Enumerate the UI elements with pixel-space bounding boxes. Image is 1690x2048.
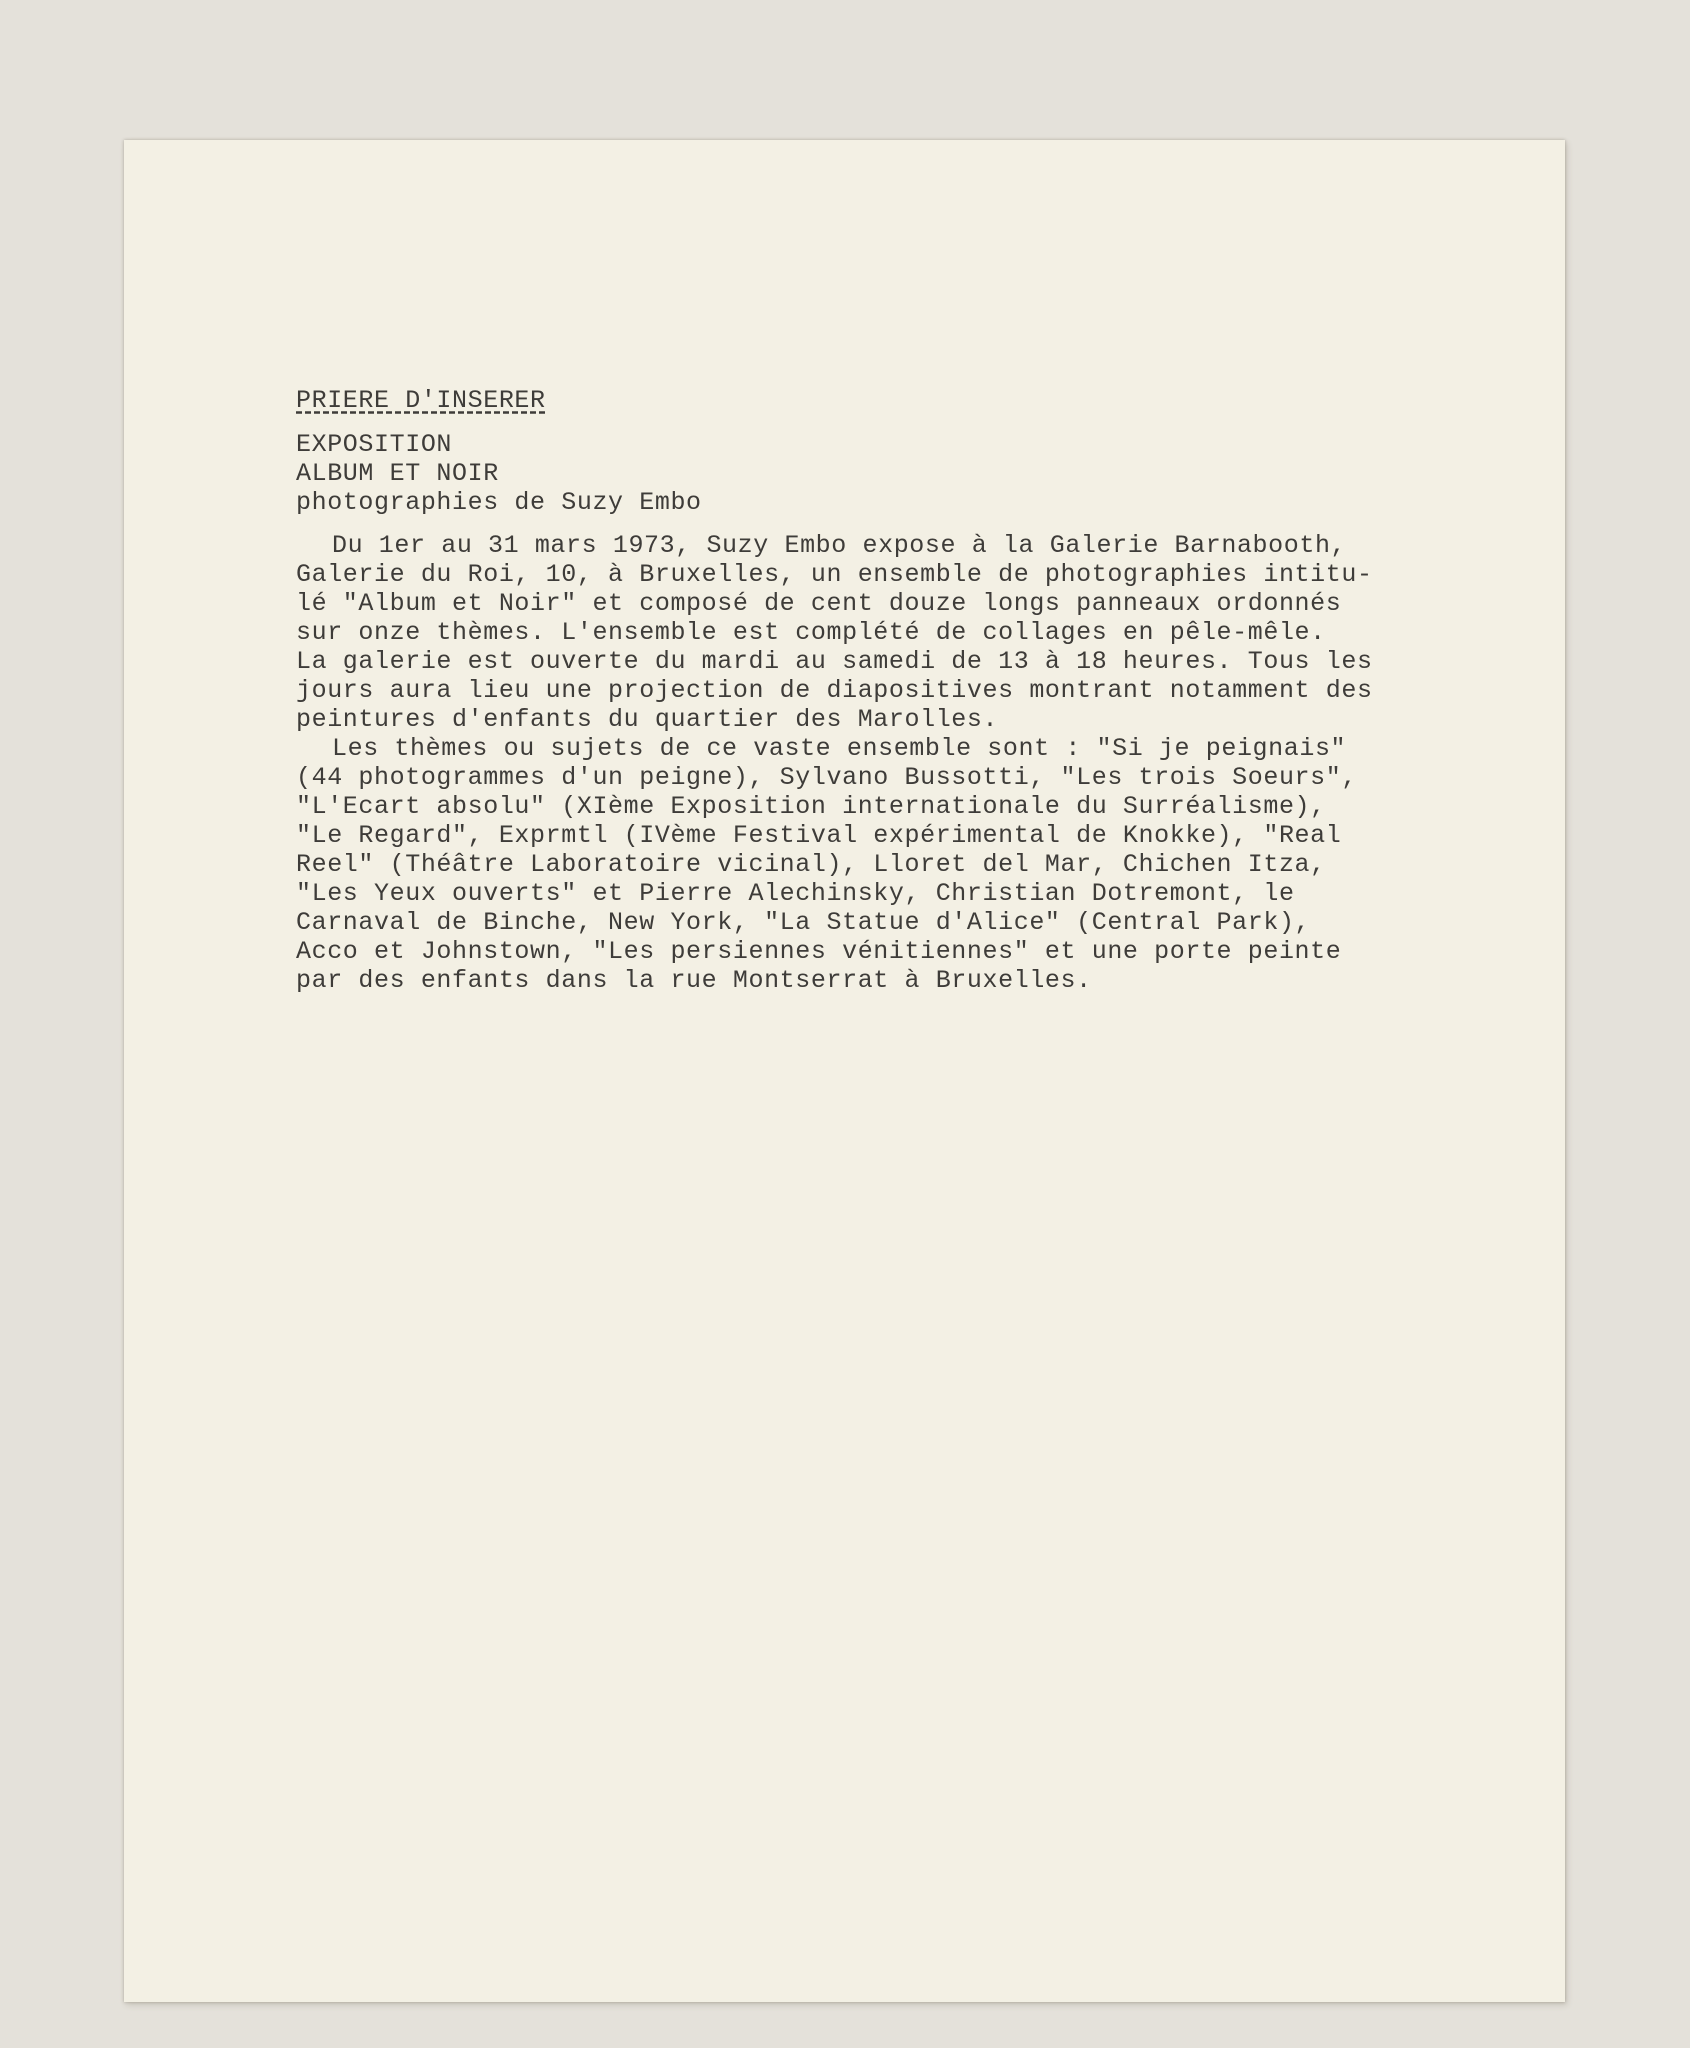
text-line: Carnaval de Binche, New York, "La Statue d'Alice" (Central Park), (296, 908, 1311, 937)
text-line: jours aura lieu une projection de diapositives montrant notamment des (296, 676, 1373, 705)
text-line: Reel" (Théâtre Laboratoire vicinal), Lloret del Mar, Chichen Itza, (296, 850, 1326, 879)
text-line: Du 1er au 31 mars 1973, Suzy Embo expose à la Galerie Barnabooth, (332, 531, 1347, 560)
text-line: (44 photogrammes d'un peigne), Sylvano Bussotti, "Les trois Soeurs", (296, 763, 1357, 792)
text-line: Acco et Johnstown, "Les persiennes vénitiennes" et une porte peinte (296, 937, 1342, 966)
text-line: "Le Regard", Exprmtl (IVème Festival expérimental de Knokke), "Real (296, 821, 1342, 850)
text-line: sur onze thèmes. L'ensemble est complété de collages en pêle-mêle. (296, 618, 1326, 647)
text-line: peintures d'enfants du quartier des Marolles. (296, 705, 999, 734)
text-line: par des enfants dans la rue Montserrat à Bruxelles. (296, 966, 1092, 995)
title-line: EXPOSITION (296, 430, 453, 459)
text-line: lé "Album et Noir" et composé de cent douze longs panneaux ordonnés (296, 589, 1342, 618)
text-line: Galerie du Roi, 10, à Bruxelles, un ensemble de photographies intitu- (296, 560, 1373, 589)
document-heading: PRIERE D'INSERER (296, 386, 546, 415)
paper-sheet (124, 140, 1565, 2002)
paragraph-themes (296, 734, 1636, 995)
text-line: "L'Ecart absolu" (XIème Exposition internationale du Surréalisme), (296, 792, 1326, 821)
text-line: La galerie est ouverte du mardi au samedi de 13 à 18 heures. Tous les (296, 647, 1373, 676)
exhibition-title-block (296, 430, 1636, 517)
paragraph-announcement (296, 531, 1636, 734)
text-line: "Les Yeux ouverts" et Pierre Alechinsky, Christian Dotremont, le (296, 879, 1295, 908)
title-line: ALBUM ET NOIR (296, 459, 499, 488)
text-line: Les thèmes ou sujets de ce vaste ensemble sont : "Si je peignais" (332, 734, 1347, 763)
title-line: photographies de Suzy Embo (296, 488, 702, 517)
typed-text-block (296, 386, 1636, 995)
